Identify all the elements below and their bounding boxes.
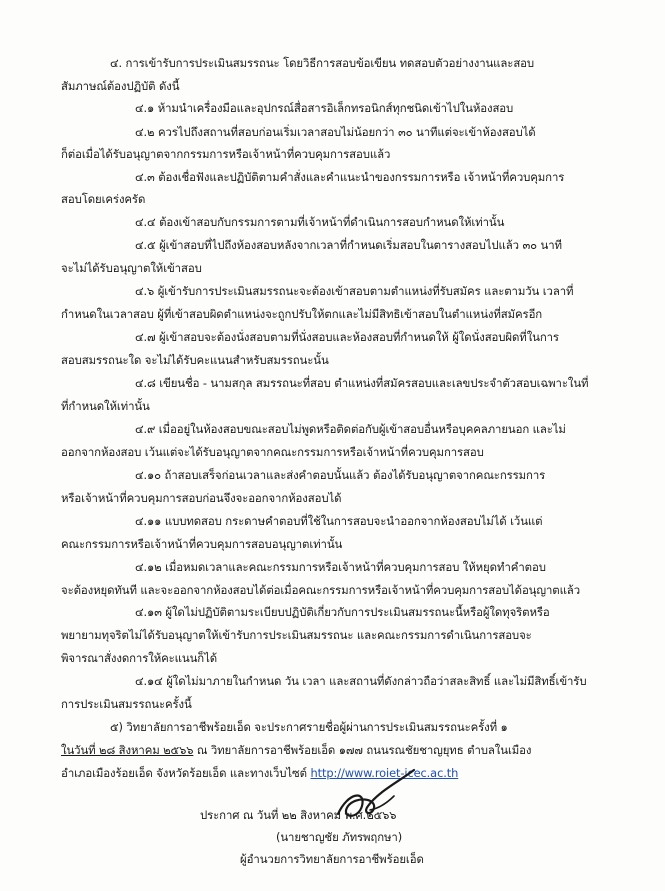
rule-4-1: ๔.๑ ห้ามนำเครื่องมือและอุปกรณ์สื่อสารอิเล็กทรอนิกส์ทุกชนิดเข้าไปในห้องสอบ xyxy=(135,101,514,115)
rule-4-5-cont: จะไม่ได้รับอนุญาตให้เข้าสอบ xyxy=(61,261,202,275)
section4-intro: ๔. การเข้ารับการประเมินสมรรถนะ โดยวิธีการสอบข้อเขียน ทดสอบตัวอย่างงานและสอบ xyxy=(110,56,535,70)
rule-4-2: ๔.๒ ควรไปถึงสถานที่สอบก่อนเริ่มเวลาสอบไม่น้อยกว่า ๓๐ นาทีแต่จะเข้าห้องสอบได้ xyxy=(135,125,536,139)
rule-4-10-cont: หรือเจ้าหน้าที่ควบคุมการสอบก่อนจึงจะออกจากห้องสอบได้ xyxy=(61,491,342,505)
rule-4-6-cont: กำหนดในเวลาสอบ ผู้ที่เข้าสอบผิดตำแหน่งจะถูกปรับให้ตกและไม่มีสิทธิเข้าสอบในตำแหน่งที่สมัครอีก xyxy=(61,307,543,321)
rule-4-11: ๔.๑๑ แบบทดสอบ กระดาษคำตอบที่ใช้ในการสอบจะนำออกจากห้องสอบไม่ได้ เว้นแต่ xyxy=(135,514,543,528)
section5-website-label: อำเภอเมืองร้อยเอ็ด จังหวัดร้อยเอ็ด และทางเว็บไซต์ xyxy=(61,766,311,780)
rule-4-2-cont: ก็ต่อเมื่อได้รับอนุญาตจากกรรมการหรือเจ้าหน้าที่ควบคุมการสอบแล้ว xyxy=(61,147,391,161)
website-link[interactable]: http://www.roiet-icec.ac.th xyxy=(310,766,459,780)
rule-4-8: ๔.๘ เขียนชื่อ - นามสกุล สมรรถนะที่สอบ ตำแหน่งที่สมัครสอบและเลขประจำตัวสอบเฉพาะในที่ xyxy=(135,376,589,390)
rule-4-4: ๔.๔ ต้องเข้าสอบกับกรรมการตามที่เจ้าหน้าที่ดำเนินการสอบกำหนดให้เท่านั้น xyxy=(135,215,505,229)
rule-4-13: ๔.๑๓ ผู้ใดไม่ปฏิบัติตามระเบียบปฏิบัติเกี่ยวกับการประเมินสมรรถนะนี้หรือผู้ใดทุจริตหรือ xyxy=(135,605,550,619)
section4-intro-cont: สัมภาษณ์ต้องปฏิบัติ ดังนี้ xyxy=(61,79,180,93)
section5-location: ณ วิทยาลัยการอาชีพร้อยเอ็ด ๑๗๗ ถนนรณชัยชาญยุทธ ตำบลในเมือง xyxy=(193,743,532,757)
rule-4-7: ๔.๗ ผู้เข้าสอบจะต้องนั่งสอบตามที่นั่งสอบและห้องสอบที่กำหนดให้ ผู้ใดนั่งสอบผิดที่ในการ xyxy=(135,330,559,344)
rule-4-3-cont: สอบโดยเคร่งครัด xyxy=(61,192,146,206)
rule-4-9: ๔.๙ เมื่ออยู่ในห้องสอบขณะสอบไม่พูดหรือติดต่อกับผู้เข้าสอบอื่นหรือบุคคลภายนอก และไม่ xyxy=(135,422,566,436)
rule-4-9-cont: ออกจากห้องสอบ เว้นแต่จะได้รับอนุญาตจากคณะกรรมการหรือเจ้าหน้าที่ควบคุมการสอบ xyxy=(61,445,484,459)
result-date: ในวันที่ ๒๘ สิงหาคม ๒๕๖๖ xyxy=(61,743,194,757)
rule-4-8-cont: ที่กำหนดให้เท่านั้น xyxy=(61,399,150,413)
rule-4-6: ๔.๖ ผู้เข้ารับการประเมินสมรรถนะจะต้องเข้าสอบตามตำแหน่งที่รับสมัคร และตามวัน เวลาที่ xyxy=(135,284,574,298)
signature xyxy=(318,762,438,832)
announcement-date: ประกาศ ณ วันที่ ๒๒ สิงหาคม พ.ศ.๒๕๖๖ xyxy=(200,808,397,822)
rule-4-14-cont: การประเมินสมรรถนะครั้งนี้ xyxy=(61,697,192,711)
rule-4-7-cont: สอบสมรรถนะใด จะไม่ได้รับคะแนนสำหรับสมรรถนะนั้น xyxy=(61,353,329,367)
rule-4-12: ๔.๑๒ เมื่อหมดเวลาและคณะกรรมการหรือเจ้าหน้าที่ควบคุมการสอบ ให้หยุดทำคำตอบ xyxy=(135,560,546,574)
section5-intro: ๕) วิทยาลัยการอาชีพร้อยเอ็ด จะประกาศรายชื่อผู้ผ่านการประเมินสมรรถนะครั้งที่ ๑ xyxy=(110,720,508,734)
rule-4-14: ๔.๑๔ ผู้ใดไม่มาภายในกำหนด วัน เวลา และสถานที่ดังกล่าวถือว่าสละสิทธิ์ และไม่มีสิทธิ์เข้ารับ xyxy=(135,674,587,688)
signer-title: ผู้อำนวยการวิทยาลัยการอาชีพร้อยเอ็ด xyxy=(240,852,424,866)
signer-name: (นายชาญชัย ภัทรพฤกษา) xyxy=(276,830,403,844)
rule-4-11-cont: คณะกรรมการหรือเจ้าหน้าที่ควบคุมการสอบอนุญาตเท่านั้น xyxy=(61,537,343,551)
rule-4-3: ๔.๓ ต้องเชื่อฟังและปฏิบัติตามคำสั่งและคำแนะนำของกรรมการหรือ เจ้าหน้าที่ควบคุมการ xyxy=(135,170,565,184)
rule-4-5: ๔.๕ ผู้เข้าสอบที่ไปถึงห้องสอบหลังจากเวลาที่กำหนดเริ่มสอบในตารางสอบไปแล้ว ๓๐ นาที xyxy=(135,238,562,252)
rule-4-12-cont: จะต้องหยุดทันที และจะออกจากห้องสอบได้ต่อเมื่อคณะกรรมการหรือเจ้าหน้าที่ควบคุมการสอบได้อนุญาตแล้ว xyxy=(61,583,580,597)
rule-4-10: ๔.๑๐ ถ้าสอบเสร็จก่อนเวลาและส่งคำตอบนั้นแล้ว ต้องได้รับอนุญาตจากคณะกรรมการ xyxy=(135,468,546,482)
rule-4-13-cont2: พิจารณาสั่งงดการให้คะแนนก็ได้ xyxy=(61,651,217,665)
rule-4-13-cont: พยายามทุจริตไม่ได้รับอนุญาตให้เข้ารับการประเมินสมรรถนะ และคณะกรรมการดำเนินการสอบจะ xyxy=(61,628,532,642)
section5-date-line xyxy=(61,743,531,758)
